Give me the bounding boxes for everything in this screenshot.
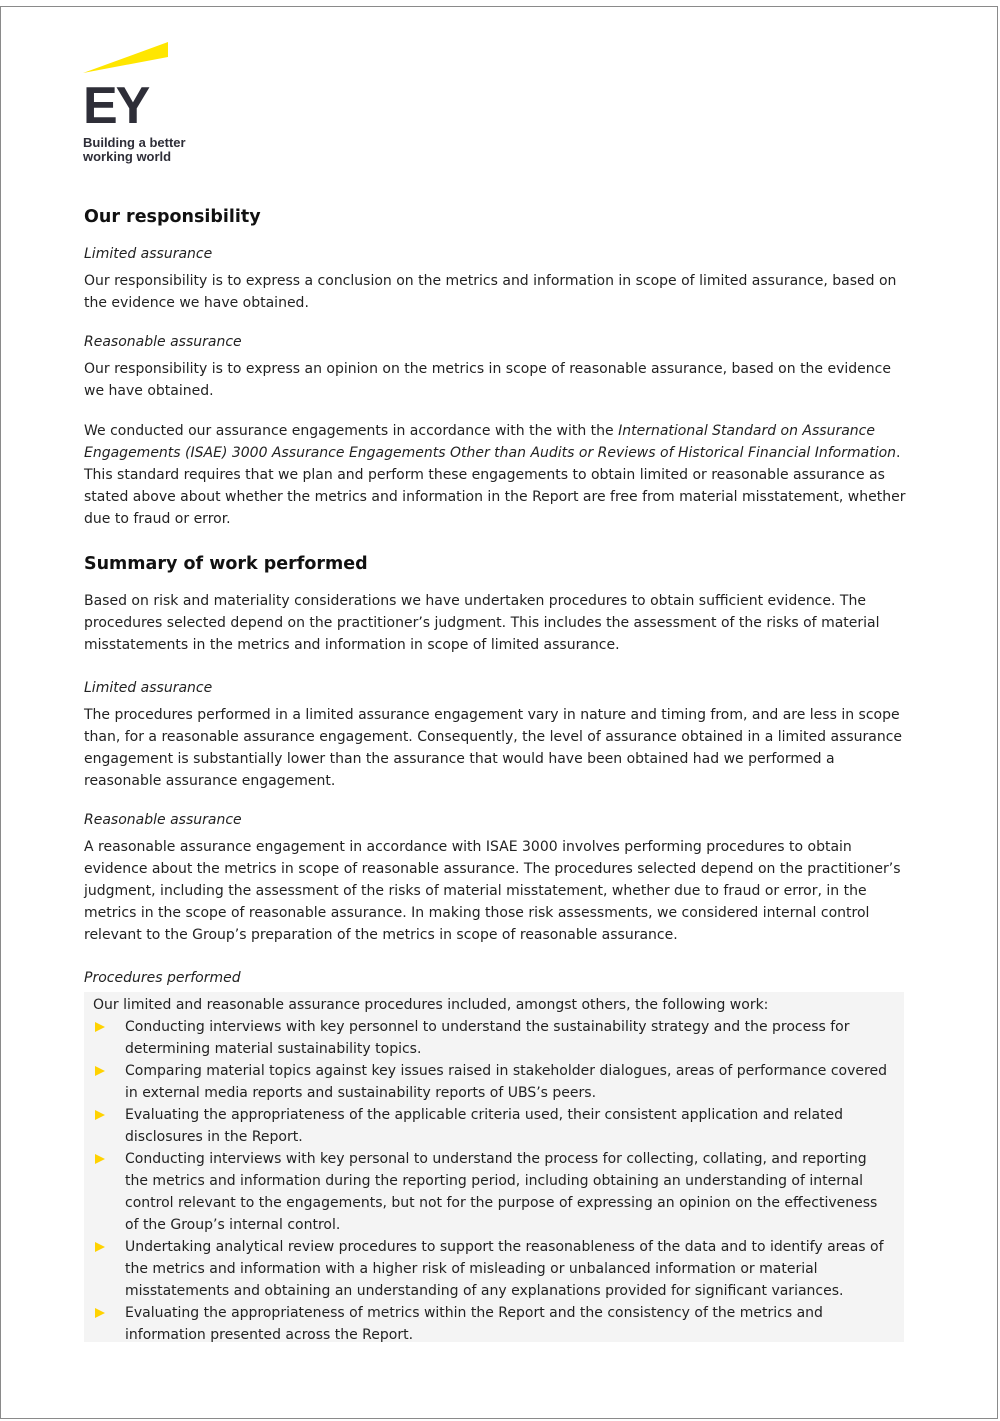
- heading-summary-of-work: Summary of work performed: [84, 554, 368, 574]
- procedures-intro: Our limited and reasonable assurance procedures included, amongst others, the following work:: [93, 997, 769, 1013]
- triangle-bullet-icon: [95, 1066, 105, 1076]
- procedure-item: [84, 1148, 904, 1236]
- logo-tagline-line1: Building a better: [83, 135, 186, 150]
- procedure-text: Undertaking analytical review procedures to support the reasonableness of the data and to identify areas of the metrics and information with a higher risk of misleading or unbalanced information or material misstatements and obtaining an understanding of any explanations provided for significant variances.: [125, 1239, 884, 1299]
- triangle-bullet-icon: [95, 1154, 105, 1164]
- procedure-text: Conducting interviews with key personal to understand the process for collecting, collating, and reporting the metrics and information during the reporting period, including obtaining an understanding of internal control relevant to the engagements, but not for the purpose of expressing an opinion on the effectiveness of the Group’s internal control.: [125, 1151, 878, 1233]
- procedures-list: [84, 1016, 904, 1346]
- procedures-box: [84, 992, 904, 1342]
- paragraph-limited-procedures: The procedures performed in a limited assurance engagement vary in nature and timing from, and are less in scope than, for a reasonable assurance engagement. Consequently, the level of assurance obtained in a limited assurance engagement is substantially lower than the assurance that would have been obtained had we performed a reasonable assurance engagement.: [84, 707, 903, 789]
- subheading-reasonable-assurance: Reasonable assurance: [84, 334, 242, 350]
- standard-title: International Standard on Assurance Engagements (ISAE) 3000 Assurance Engagements Other than Audits or Reviews of Historical Financial Information: [84, 423, 897, 461]
- logo-tagline-line2: working world: [83, 149, 172, 164]
- triangle-bullet-icon: [95, 1022, 105, 1032]
- paragraph-summary-intro: Based on risk and materiality considerations we have undertaken procedures to obtain sufficient evidence. The procedures selected depend on the practitioner’s judgment. This includes the assessment of the risks of material misstatements in the metrics and information in scope of limited assurance.: [84, 593, 880, 653]
- procedure-item: [84, 1236, 904, 1302]
- procedure-text: Evaluating the appropriateness of the applicable criteria used, their consistent application and related disclosures in the Report.: [125, 1107, 844, 1145]
- subheading-limited-assurance: Limited assurance: [84, 246, 213, 262]
- triangle-bullet-icon: [95, 1242, 105, 1252]
- paragraph-reasonable-responsibility: Our responsibility is to express an opinion on the metrics in scope of reasonable assurance, based on the evidence we have obtained.: [84, 361, 891, 399]
- conduct-text-post: . This standard requires that we plan and perform these engagements to obtain limited or reasonable assurance as stated above about whether the metrics and information in the Report are free from material misstatement, whether due to fraud or error.: [84, 445, 906, 527]
- procedure-item: [84, 1302, 904, 1346]
- conduct-text-pre: We conducted our assurance engagements in accordance with the with the: [84, 423, 619, 439]
- paragraph-conduct-standard: [84, 420, 906, 530]
- procedure-item: [84, 1060, 904, 1104]
- paragraph-reasonable-procedures: A reasonable assurance engagement in accordance with ISAE 3000 involves performing procedures to obtain evidence about the metrics in scope of reasonable assurance. The procedures selected depend on the practitioner’s judgment, including the assessment of the risks of material misstatement, whether due to fraud or error, in the metrics in the scope of reasonable assurance. In making those risk assessments, we considered internal control relevant to the Group’s preparation of the metrics in scope of reasonable assurance.: [84, 839, 901, 943]
- heading-our-responsibility: Our responsibility: [84, 207, 261, 227]
- subheading-limited-assurance-2: Limited assurance: [84, 680, 213, 696]
- triangle-bullet-icon: [95, 1308, 105, 1318]
- procedure-item: [84, 1016, 904, 1060]
- subheading-procedures-performed: Procedures performed: [84, 970, 241, 986]
- procedure-text: Conducting interviews with key personnel to understand the sustainability strategy and the process for determining material sustainability topics.: [125, 1019, 850, 1057]
- ey-logo: [83, 36, 193, 166]
- procedure-text: Evaluating the appropriateness of metrics within the Report and the consistency of the metrics and information presented across the Report.: [125, 1305, 823, 1343]
- paragraph-limited-responsibility: Our responsibility is to express a conclusion on the metrics and information in scope of limited assurance, based on the evidence we have obtained.: [84, 273, 897, 311]
- triangle-bullet-icon: [95, 1110, 105, 1120]
- procedure-item: [84, 1104, 904, 1148]
- subheading-reasonable-assurance-2: Reasonable assurance: [84, 812, 242, 828]
- logo-tagline: [83, 136, 203, 164]
- logo-mark: EY: [83, 77, 149, 135]
- procedure-text: Comparing material topics against key issues raised in stakeholder dialogues, areas of performance covered in external media reports and sustainability reports of UBS’s peers.: [125, 1063, 887, 1101]
- ey-beam-icon: [83, 36, 173, 76]
